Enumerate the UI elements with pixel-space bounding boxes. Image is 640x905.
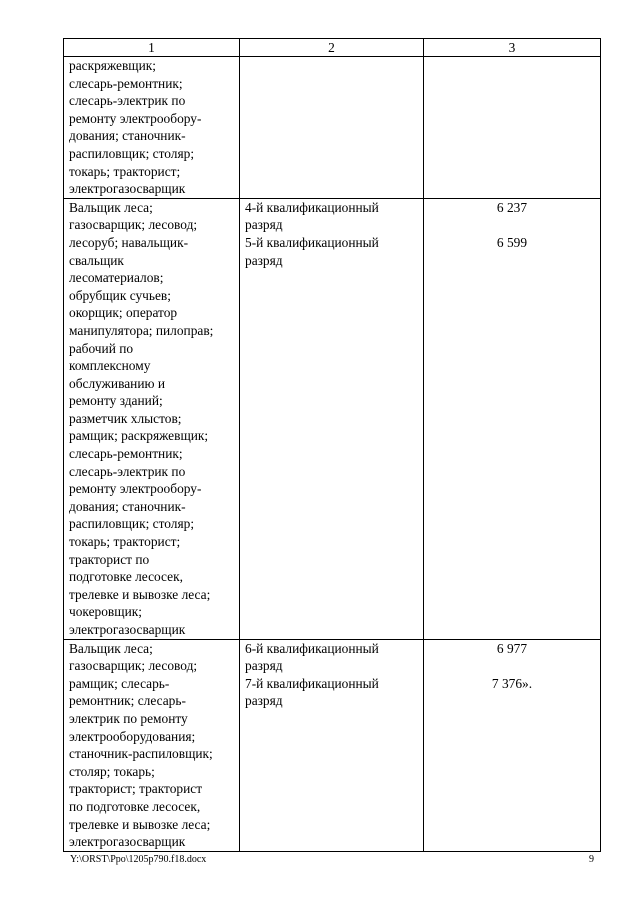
profession-line: рамщик; слесарь- — [69, 675, 170, 691]
profession-line: электрогазосварщик — [69, 622, 186, 637]
profession-line: электрогазосварщик — [69, 181, 186, 197]
grade-label: 5-й квалификационный — [245, 234, 379, 250]
grade-label: 6-й квалификационный — [245, 640, 379, 656]
profession-line: Вальщик леса; — [69, 640, 153, 656]
header-cell-3: 3 — [424, 39, 601, 57]
profession-line: слесарь-электрик по — [69, 463, 186, 479]
grade-cell — [240, 198, 424, 639]
pay-cell — [424, 57, 601, 199]
profession-line: столяр; токарь; — [69, 763, 155, 779]
grade-entry — [245, 640, 418, 675]
profession-line: распиловщик; столяр; — [69, 516, 195, 532]
profession-line: дования; станочник- — [69, 128, 186, 144]
profession-line: слесарь-ремонтник; — [69, 75, 183, 91]
profession-line: ремонту электрообору- — [69, 110, 202, 126]
profession-line: ремонту электрообору- — [69, 481, 202, 497]
profession-line: распиловщик; столяр; — [69, 145, 195, 161]
grade-label: 4-й квалификационный — [245, 199, 379, 215]
grade-label: 7-й квалификационный — [245, 675, 379, 691]
profession-line: тракторист; тракторист — [69, 781, 203, 797]
pay-value: 6 977 — [496, 640, 528, 656]
pay-value: 7 376». — [491, 675, 533, 691]
profession-line: окорщик; оператор — [69, 305, 178, 321]
profession-line: ремонтник; слесарь- — [69, 693, 186, 709]
profession-line: подготовке лесосек, — [69, 569, 183, 585]
pay-cell — [424, 639, 601, 851]
profession-line: манипулятора; пилоправ; — [69, 322, 214, 338]
pay-cell — [424, 198, 601, 639]
profession-line: по подготовке лесосек, — [69, 798, 201, 814]
profession-line: чокеровщик; — [69, 604, 142, 620]
professions-cell — [64, 198, 240, 639]
table-row — [64, 639, 601, 851]
profession-line: токарь; тракторист; — [69, 163, 181, 179]
grade-cell — [240, 639, 424, 851]
table-header-row — [64, 39, 601, 57]
header-cell-2: 2 — [240, 39, 424, 57]
profession-line: газосварщик; лесовод; — [69, 658, 198, 674]
profession-line: трелевке и вывозке леса; — [69, 586, 211, 602]
table-row — [64, 57, 601, 199]
document-path: Y:\ORST\Ppo\1205p790.f18.docx — [70, 854, 207, 865]
profession-line: свальщик — [69, 252, 124, 268]
profession-line: слесарь-электрик по — [69, 93, 186, 109]
profession-line: рабочий по — [69, 340, 134, 356]
profession-line: комплексному — [69, 358, 151, 374]
professions-cell — [64, 639, 240, 851]
table-row — [64, 198, 601, 639]
grade-entry — [245, 675, 418, 710]
profession-line: электрик по ремонту — [69, 710, 188, 726]
profession-line: разметчик хлыстов; — [69, 410, 182, 426]
profession-line: электрогазосварщик — [69, 834, 186, 850]
grade-label-suffix: разряд — [245, 658, 283, 674]
profession-line: ремонту зданий; — [69, 393, 163, 409]
profession-line: слесарь-ремонтник; — [69, 446, 183, 462]
salary-table — [63, 38, 601, 852]
grade-label-suffix: разряд — [245, 693, 283, 709]
profession-line: обслуживанию и — [69, 375, 166, 391]
profession-line: обрубщик сучьев; — [69, 287, 171, 303]
profession-line: раскряжевщик; — [69, 58, 156, 73]
pay-value: 6 237 — [496, 199, 528, 215]
profession-line: тракторист по — [69, 551, 150, 567]
profession-line: лесоруб; навальщик- — [69, 234, 189, 250]
page-number: 9 — [589, 854, 594, 865]
profession-line: трелевке и вывозке леса; — [69, 816, 211, 832]
grade-entry — [245, 234, 418, 269]
profession-line: газосварщик; лесовод; — [69, 217, 198, 233]
grade-label-suffix: разряд — [245, 252, 283, 268]
profession-line: электрооборудования; — [69, 728, 196, 744]
grade-entry — [245, 199, 418, 234]
professions-cell — [64, 57, 240, 199]
profession-line: Вальщик леса; — [69, 199, 153, 215]
profession-line: рамщик; раскряжевщик; — [69, 428, 209, 444]
pay-value: 6 599 — [496, 234, 528, 250]
grade-label-suffix: разряд — [245, 217, 283, 233]
profession-line: лесоматериалов; — [69, 270, 164, 286]
profession-line: дования; станочник- — [69, 498, 186, 514]
header-cell-1: 1 — [64, 39, 240, 57]
profession-line: токарь; тракторист; — [69, 534, 181, 550]
grade-cell — [240, 57, 424, 199]
profession-line: станочник-распиловщик; — [69, 746, 213, 762]
